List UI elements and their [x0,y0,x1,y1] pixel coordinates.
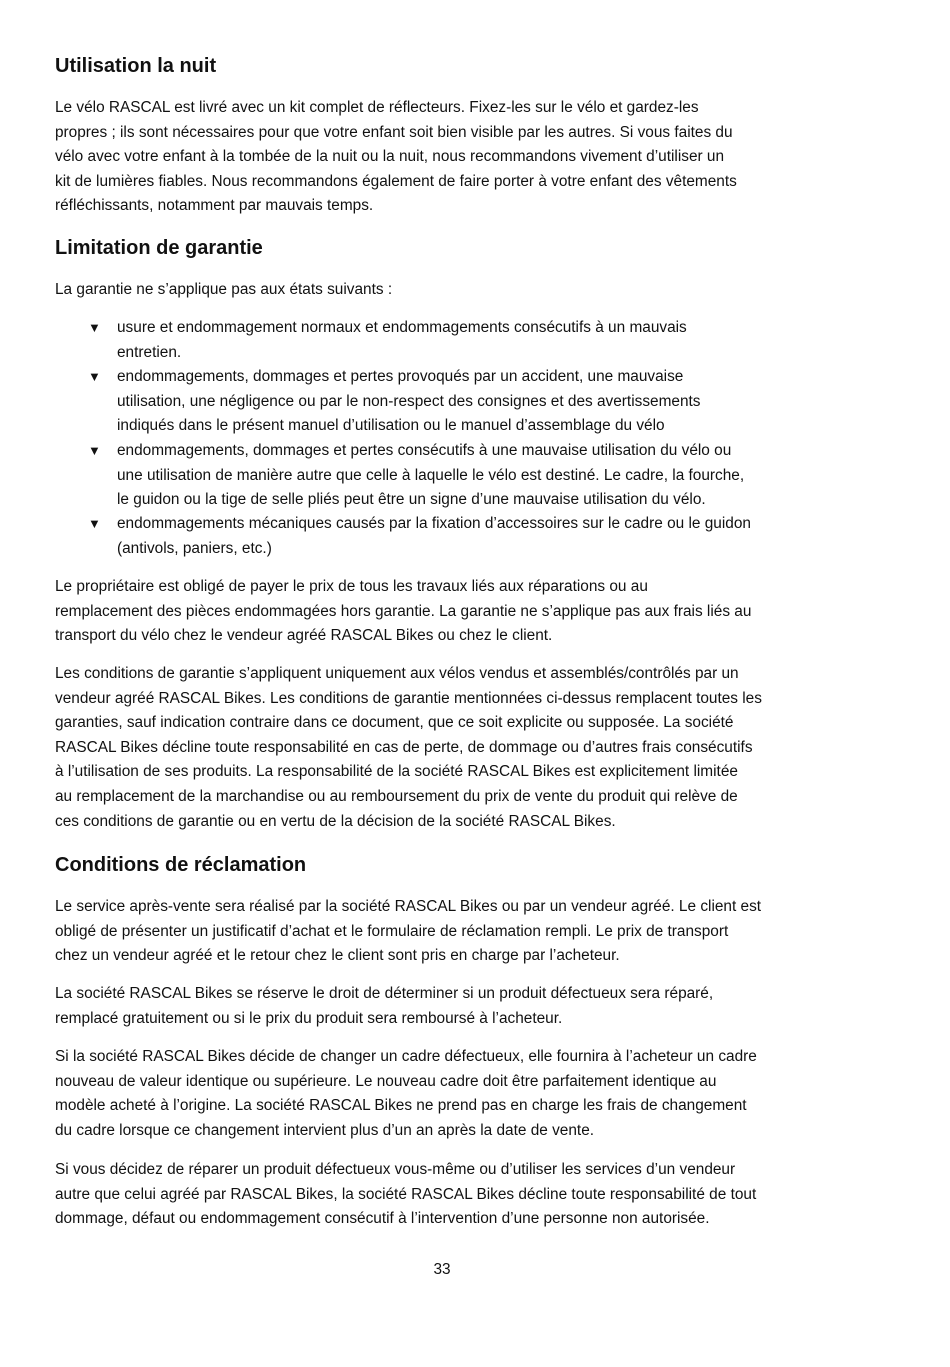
page-number: 33 [433,1261,451,1278]
text-line: à l’utilisation de ses produits. La responsabilité de la société RASCAL Bikes est explicitement limitée [55,763,738,781]
paragraph [55,575,751,649]
section-heading: Utilisation la nuit [55,55,217,77]
text-line: du cadre lorsque ce changement intervient plus d’un an après la date de vente. [55,1121,595,1139]
text-line: transport du vélo chez le vendeur agréé RASCAL Bikes ou chez le client. [55,627,553,645]
text-line: vendeur agréé RASCAL Bikes. Les conditions de garantie mentionnées ci-dessus remplacent toutes les [55,689,762,707]
triangle-bullet-icon: ▼ [88,443,101,458]
text-line: endommagements mécaniques causés par la fixation d’accessoires sur le cadre ou le guidon [117,515,751,532]
text-line: réfléchissants, notamment par mauvais temps. [55,197,374,215]
triangle-bullet-icon: ▼ [88,320,101,335]
text-line: La garantie ne s’applique pas aux états suivants : [55,281,393,298]
paragraph [55,278,392,303]
text-line: garanties, sauf indication contraire dans ce document, que ce soit explicite ou supposée. La société [55,714,734,732]
triangle-bullet-icon: ▼ [88,516,101,531]
text-line: propres ; ils sont nécessaires pour que votre enfant soit bien visible par les autres. Si vous faites du [55,123,733,141]
text-line: une utilisation de manière autre que celle à laquelle le vélo est destiné. Le cadre, la fourche, [117,466,745,484]
text-line: Le propriétaire est obligé de payer le prix de tous les travaux liés aux réparations ou au [55,578,648,595]
text-line: endommagements, dommages et pertes provoqués par un accident, une mauvaise [117,368,684,385]
text-line: vélo avec votre enfant à la tombée de la nuit ou la nuit, nous recommandons vivement d’utiliser un [55,148,725,166]
text-line: Si la société RASCAL Bikes décide de changer un cadre défectueux, elle fournira à l’acheteur un cadre [55,1048,757,1065]
text-line: indiqués dans le présent manuel d’utilisation ou le manuel d’assemblage du vélo [117,417,665,435]
text-line: obligé de présenter un justificatif d’achat et le formulaire de réclamation rempli. Le prix de transport [55,922,729,940]
text-line: nouveau de valeur identique ou supérieure. Le nouveau cadre doit être parfaitement identique au [55,1072,717,1090]
text-line: Si vous décidez de réparer un produit défectueux vous-même ou d’utiliser les services d’un vendeur [55,1161,736,1178]
paragraph [55,1045,757,1143]
text-line: Le service après-vente sera réalisé par la société RASCAL Bikes ou par un vendeur agréé. Le client est [55,898,762,915]
paragraph [55,1158,756,1232]
text-line: (antivols, paniers, etc.) [117,539,272,557]
text-line: chez un vendeur agréé et le retour chez le client sont pris en charge par l’acheteur. [55,947,620,965]
text-line: ces conditions de garantie ou en vertu de la décision de la société RASCAL Bikes. [55,812,616,830]
text-line: modèle acheté à l’origine. La société RASCAL Bikes ne prend pas en charge les frais de changement [55,1097,747,1115]
text-line: au remplacement de la marchandise ou au remboursement du prix de vente du produit qui relève de [55,787,738,805]
text-line: Le vélo RASCAL est livré avec un kit complet de réflecteurs. Fixez-les sur le vélo et gardez-les [55,99,699,116]
text-line: usure et endommagement normaux et endommagements consécutifs à un mauvais [117,319,687,336]
text-line: le guidon ou la tige de selle pliés peut être un signe d’une mauvaise utilisation du vélo. [117,491,706,509]
text-line: Les conditions de garantie s’appliquent uniquement aux vélos vendus et assemblés/contrôlés par un [55,665,739,682]
paragraph [55,662,762,834]
text-line: endommagements, dommages et pertes consécutifs à une mauvaise utilisation du vélo ou [117,442,732,459]
text-line: remplacement des pièces endommagées hors garantie. La garantie ne s’applique pas aux frais liés au [55,602,752,620]
text-line: La société RASCAL Bikes se réserve le droit de déterminer si un produit défectueux sera réparé, [55,985,714,1002]
section-heading: Limitation de garantie [55,237,263,259]
section-heading: Conditions de réclamation [55,854,307,876]
paragraph [55,895,761,969]
text-line: entretien. [117,343,182,361]
triangle-bullet-icon: ▼ [88,369,101,384]
paragraph [55,982,713,1031]
text-line: kit de lumières fiables. Nous recommandons également de faire porter à votre enfant des vêtements [55,172,737,190]
text-line: autre que celui agréé par RASCAL Bikes, la société RASCAL Bikes décline toute responsabilité de tout [55,1185,757,1203]
paragraph [55,96,737,219]
text-line: remplacé gratuitement ou si le prix du produit sera remboursé à l’acheteur. [55,1009,563,1027]
text-line: utilisation, une négligence ou par le non-respect des consignes et des avertissements [117,392,701,410]
text-line: RASCAL Bikes décline toute responsabilité en cas de perte, de dommage ou d’autres frais consécutifs [55,738,753,756]
text-line: dommage, défaut ou endommagement consécutif à l’intervention d’une personne non autorisée. [55,1210,710,1228]
